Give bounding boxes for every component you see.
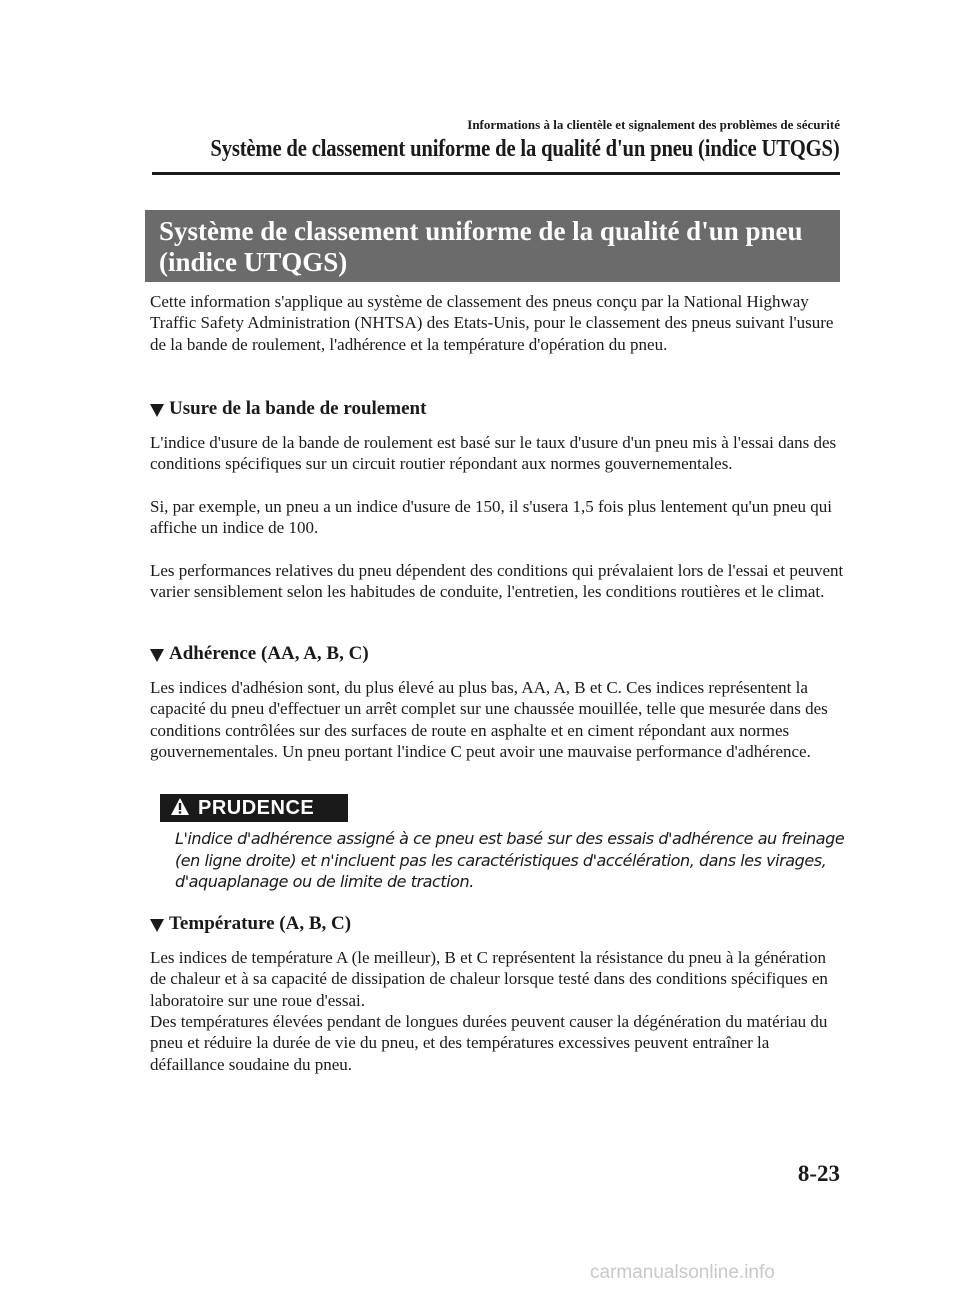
triangle-down-icon <box>150 649 164 662</box>
page-number: 8-23 <box>797 1161 840 1186</box>
heading-temperature-text: Température (A, B, C) <box>169 913 352 934</box>
traction-paragraph: Les indices d'adhésion sont, du plus élevé au plus bas, AA, A, B et C. Ces indices représentent la capacité du pneu d'effectuer un arrêt complet sur une chaussée mouillée, telle que mesurée dans des conditions contrôlées sur des surfaces de route en asphalte et en ciment répondant aux normes gouvernementales. Un pneu portant l'indice C peut avoir une mauvaise performance d'adhérence. <box>150 678 828 761</box>
tread-wear-paragraph-2: Si, par exemple, un pneu a un indice d'usure de 150, il s'usera 1,5 fois plus lentement qu'un pneu qui affiche un indice de 100. <box>150 497 832 538</box>
heading-traction-text: Adhérence (AA, A, B, C) <box>169 643 369 664</box>
warning-icon <box>170 797 190 817</box>
heading-traction <box>150 643 369 665</box>
tread-wear-paragraph-1: L'indice d'usure de la bande de roulement est basé sur le taux d'usure d'un pneu mis à l'essai dans des conditions spécifiques sur un circuit routier répondant aux normes gouvernementales. <box>150 433 837 474</box>
header-rule <box>152 172 840 175</box>
caution-label: PRUDENCE <box>198 797 315 819</box>
triangle-down-icon <box>150 404 164 417</box>
watermark: carmanualsonline.info <box>590 1262 775 1283</box>
chapter-header: Informations à la clientèle et signalement des problèmes de sécurité <box>467 117 840 132</box>
section-title-line-2: (indice UTQGS) <box>159 247 348 277</box>
caution-text: L'indice d'adhérence assigné à ce pneu est basé sur des essais d'adhérence au freinage (en ligne droite) et n'incluent pas les caractéristiques d'accélération, dans les virages, d'aquaplanage ou de limite de traction. <box>175 829 845 891</box>
triangle-down-icon <box>150 919 164 932</box>
heading-tread-wear-text: Usure de la bande de roulement <box>169 398 427 419</box>
section-title-line-1: Système de classement uniforme de la qualité d'un pneu <box>159 216 803 246</box>
heading-tread-wear <box>150 398 426 420</box>
temperature-paragraph-1: Les indices de température A (le meilleur), B et C représentent la résistance du pneu à la génération de chaleur et à sa capacité de dissipation de chaleur lorsque testé dans des conditions spécifiques en laboratoire sur une roue d'essai. <box>150 948 828 1010</box>
section-title-banner <box>145 210 840 282</box>
page-header-title: Système de classement uniforme de la qualité d'un pneu (indice UTQGS) <box>210 136 840 162</box>
heading-temperature <box>150 913 351 935</box>
tread-wear-paragraph-3: Les performances relatives du pneu dépendent des conditions qui prévalaient lors de l'essai et peuvent varier sensiblement selon les habitudes de conduite, l'entretien, les conditions routières et le climat. <box>150 561 844 602</box>
caution-label-box <box>160 794 348 822</box>
temperature-paragraph-2: Des températures élevées pendant de longues durées peuvent causer la dégénération du matériau du pneu et réduire la durée de vie du pneu, et des températures excessives peuvent entraîner la défaillance soudaine du pneu. <box>150 1012 828 1074</box>
intro-paragraph: Cette information s'applique au système de classement des pneus conçu par la National Highway Traffic Safety Administration (NHTSA) des Etats-Unis, pour le classement des pneus suivant l'usure de la bande de roulement, l'adhérence et la température d'opération du pneu. <box>150 292 834 354</box>
